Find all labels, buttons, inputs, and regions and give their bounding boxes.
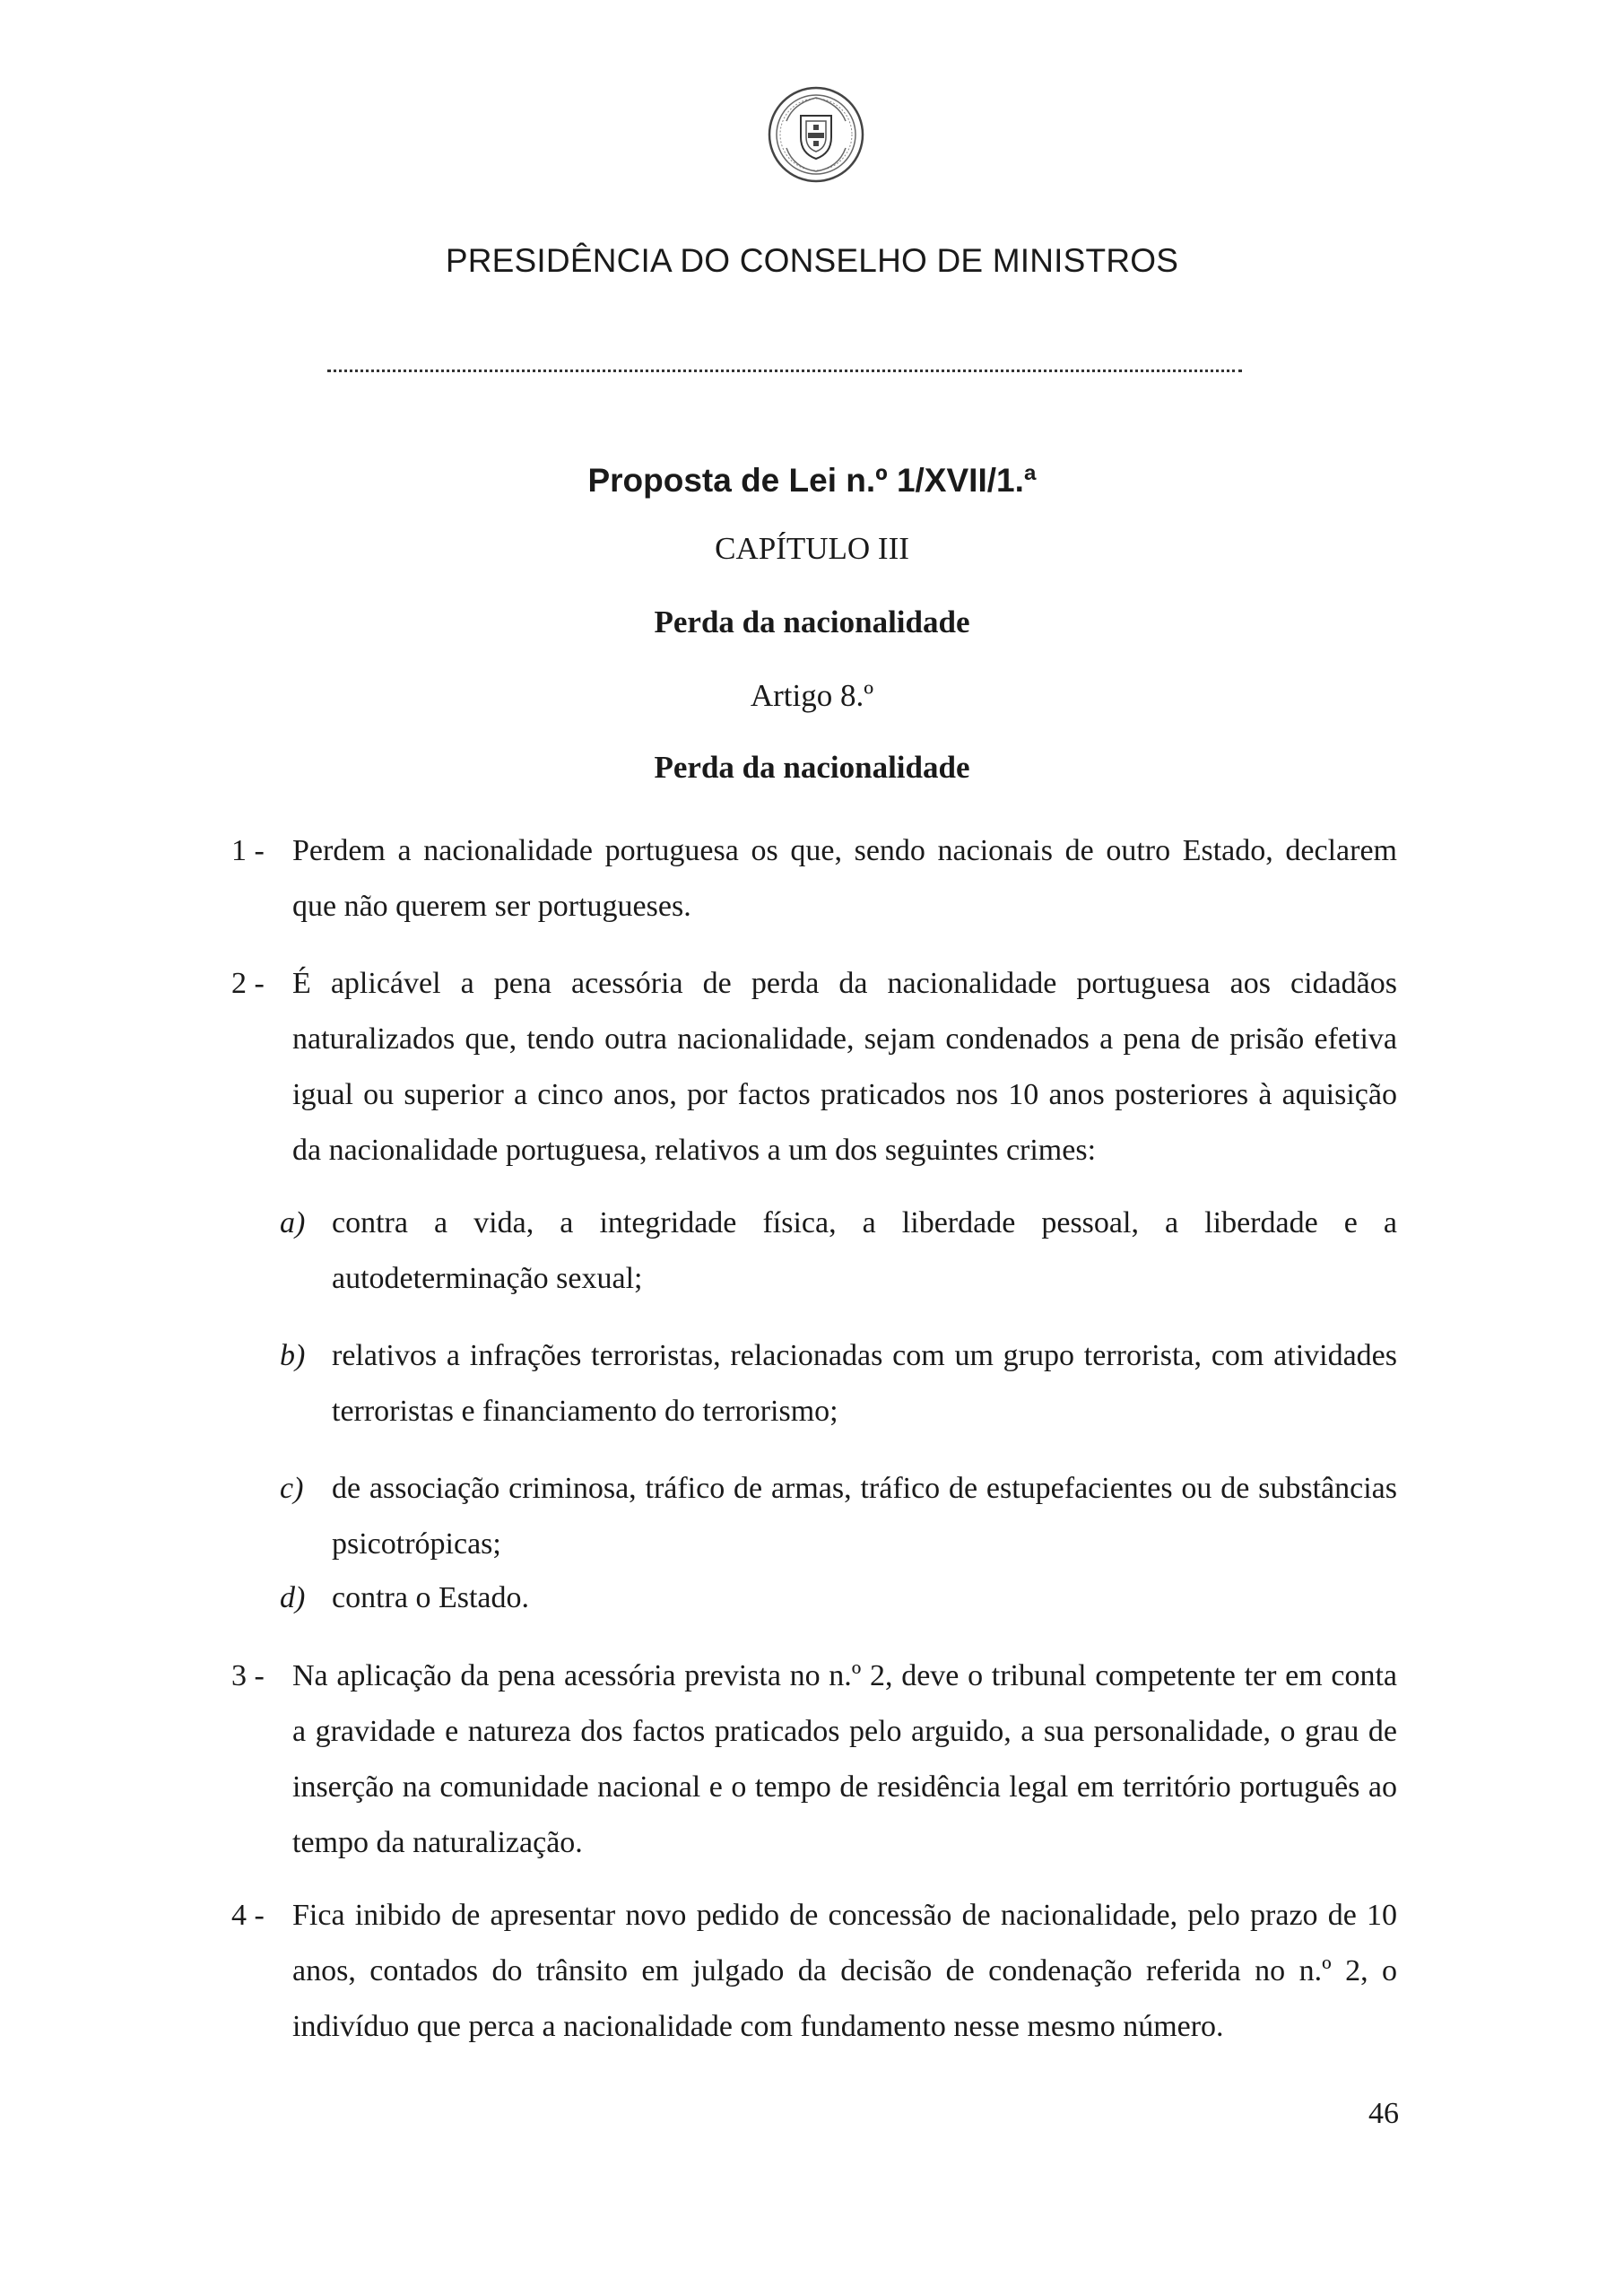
subitem-letter: d) <box>280 1581 306 1614</box>
page-number: 46 <box>1368 2097 1399 2130</box>
subitem-text: contra a vida, a integridade física, a liberdade pessoal, a liberdade e a autodeterminação sexual; <box>332 1206 1397 1295</box>
item-text: É aplicável a pena acessória de perda da nacionalidade portuguesa aos cidadãos naturalizados que, tendo outra nacionalidade, sejam condenados a pena de prisão efetiva igual ou superior a cinco anos, por factos praticados nos 10 anos posteriores à aquisição da nacionalidade portuguesa, relativos a um dos seguintes crimes: <box>292 967 1397 1167</box>
list-item <box>280 1570 1397 1626</box>
subitem-letter: a) <box>280 1206 306 1239</box>
list-item <box>231 1888 1397 2055</box>
item-number: 1 - <box>231 834 265 867</box>
chapter-number: CAPÍTULO III <box>715 531 909 566</box>
subitem-letter: b) <box>280 1339 306 1372</box>
item-text: Perdem a nacionalidade portuguesa os que, sendo nacionais de outro Estado, declarem que não querem ser portugueses. <box>292 834 1397 923</box>
article-title: Perda da nacionalidade <box>654 750 970 785</box>
item-number: 2 - <box>231 967 265 1000</box>
chapter-title: Perda da nacionalidade <box>654 604 970 639</box>
ministry-header: PRESIDÊNCIA DO CONSELHO DE MINISTROS <box>445 242 1179 279</box>
list-item <box>231 823 1397 935</box>
list-item <box>280 1461 1397 1572</box>
item-text: Na aplicação da pena acessória prevista no n.º 2, deve o tribunal competente ter em conta a gravidade e natureza dos factos praticados pelo arguido, a sua personalidade, o grau de inserção na comunidade nacional e o tempo de residência legal em território português ao tempo da naturalização. <box>292 1659 1397 1859</box>
subitem-letter: c) <box>280 1472 304 1505</box>
proposal-title: Proposta de Lei n.º 1/XVII/1.ª <box>587 462 1037 499</box>
article-number: Artigo 8.º <box>750 678 874 713</box>
header-divider <box>327 370 1242 372</box>
item-number: 3 - <box>231 1659 265 1692</box>
list-item <box>280 1328 1397 1439</box>
list-item <box>231 1648 1397 1871</box>
coat-of-arms-seal-icon <box>767 85 865 184</box>
item-number: 4 - <box>231 1899 265 1932</box>
item-text: Fica inibido de apresentar novo pedido de concessão de nacionalidade, pelo prazo de 10 anos, contados do trânsito em julgado da decisão de condenação referida no n.º 2, o indivíduo que perca a nacionalidade com fundamento nesse mesmo número. <box>292 1899 1397 2043</box>
list-item <box>280 1196 1397 1307</box>
subitem-text: contra o Estado. <box>332 1581 529 1614</box>
subitem-text: relativos a infrações terroristas, relacionadas com um grupo terrorista, com atividades terroristas e financiamento do terrorismo; <box>332 1339 1397 1428</box>
list-item <box>231 956 1397 1178</box>
subitem-text: de associação criminosa, tráfico de armas, tráfico de estupefacientes ou de substâncias psicotrópicas; <box>332 1472 1397 1561</box>
